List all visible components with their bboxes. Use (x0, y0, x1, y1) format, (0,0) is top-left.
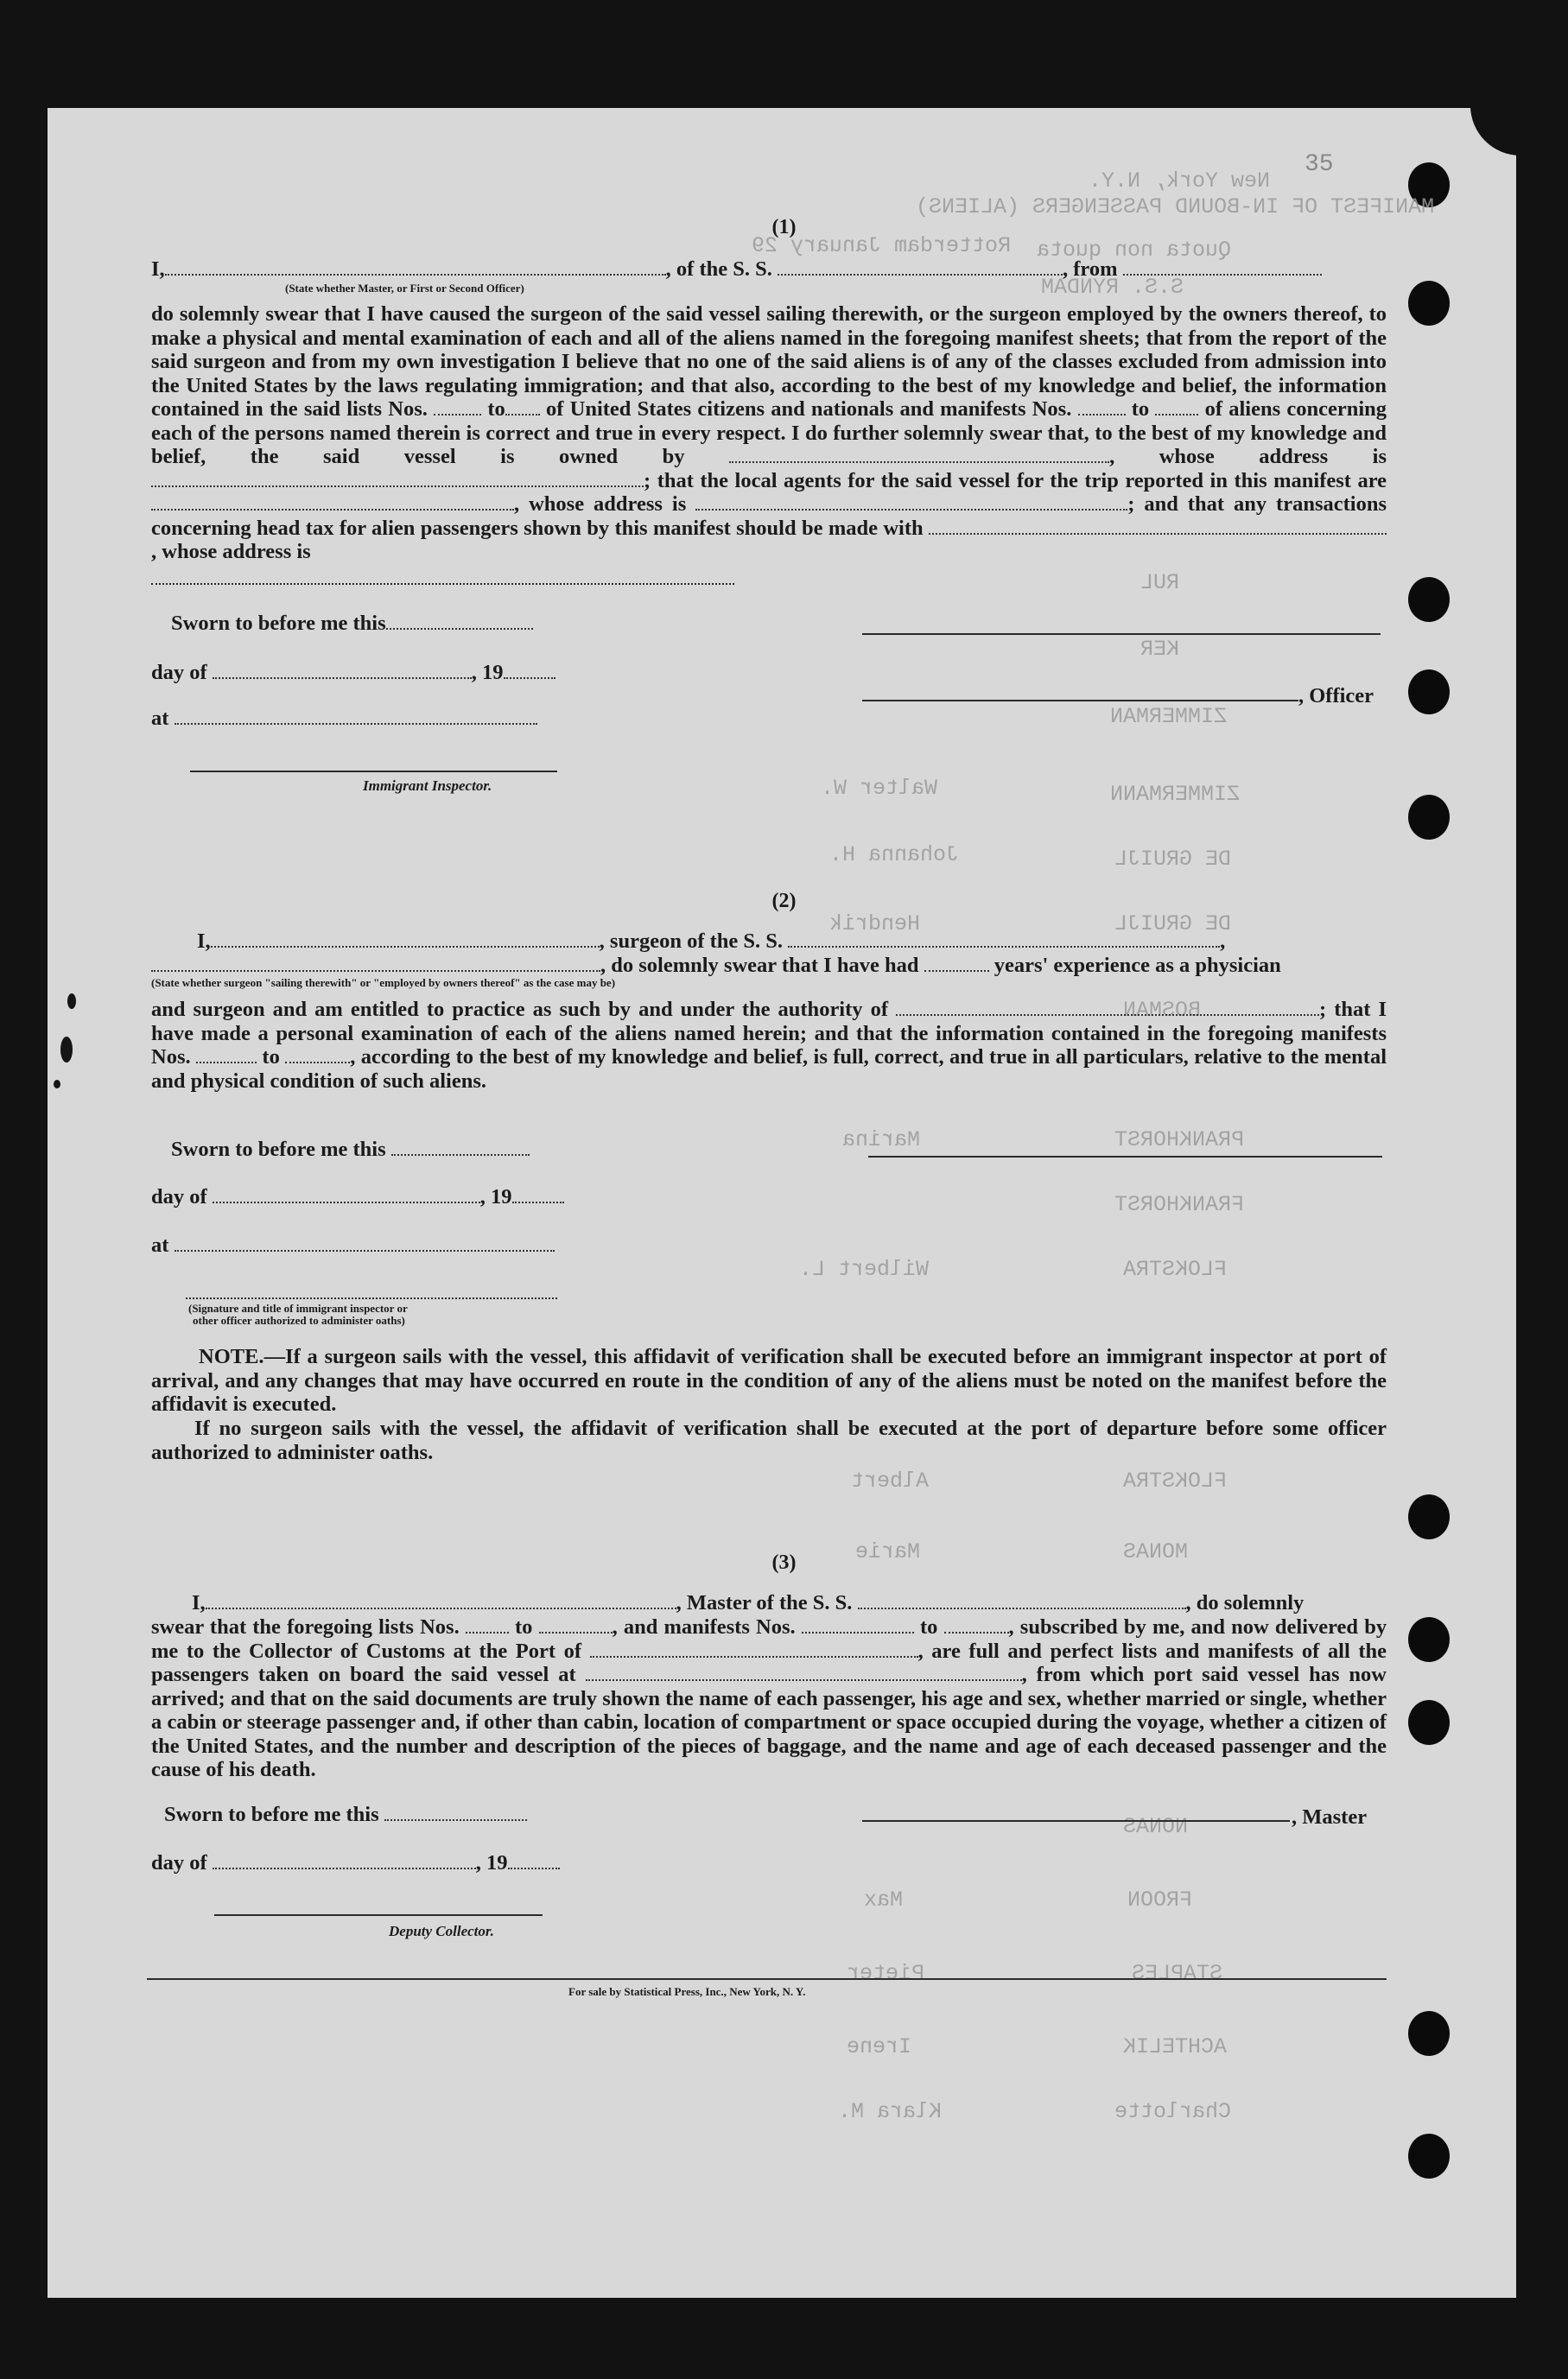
manifest-from-field[interactable] (802, 1616, 914, 1634)
label-to: to (515, 1615, 533, 1639)
bleed-through-text: FLOKSTRA (1123, 1469, 1228, 1494)
section-1-of-aliens: of aliens concerning each of the persons named therein is correct and true in every respect. I do further solemnly swear that, to the best of my knowledge and belief, the said vessel is owned by (151, 397, 1387, 468)
section-1-sworn (171, 612, 1406, 636)
punch-hole (1408, 281, 1450, 326)
section-3-manifests-of: manifests of all the passengers taken on board the said vessel at (151, 1639, 1387, 1686)
agents-address-field[interactable] (695, 493, 1127, 511)
label-at: at (151, 1234, 169, 1257)
manifest-from-field[interactable] (196, 1046, 257, 1063)
section-3-swear: swear that the foregoing lists Nos. (151, 1615, 460, 1639)
head-tax-party-field[interactable] (929, 517, 1387, 535)
place-field[interactable] (175, 1234, 555, 1252)
section-1-day-of (151, 661, 1387, 685)
note-text: —If a surgeon sails with the vessel, this affidavit of verification shall be executed before an immigrant inspector at port of arrival, and any changes that may have occurred en route in the condition of any of the aliens must be noted on the manifest before the affidavit is executed. (151, 1345, 1387, 1416)
manifest-to-field[interactable] (285, 1046, 350, 1063)
list-to-field[interactable] (505, 398, 540, 416)
label-year: , 19 (475, 1851, 508, 1875)
bleed-through-text: FROON (1127, 1887, 1193, 1913)
label-i: I, (197, 929, 211, 953)
punch-hole (1408, 2134, 1450, 2179)
section-1-caption: (State whether Master, or First or Second Officer) (285, 282, 524, 295)
manifest-from-field[interactable] (1078, 398, 1126, 416)
inspector-signature-line (186, 1297, 557, 1299)
punct: , (514, 492, 520, 516)
bleed-through-text: Irene (847, 2034, 912, 2059)
section-2-sworn (171, 1138, 1406, 1162)
section-3-and-manifests: , and manifests Nos. (612, 1615, 796, 1639)
master-name-field[interactable] (206, 1592, 676, 1609)
bleed-through-text: NONAS (1123, 1814, 1189, 1839)
port-field[interactable] (590, 1640, 918, 1658)
label-surgeon-of: , surgeon of the S. S. (599, 929, 784, 953)
years-field[interactable] (924, 955, 989, 972)
bleed-through-text: ZIMMERMANN (1110, 782, 1241, 807)
ink-smudge (60, 1037, 73, 1063)
section-2-note-2 (151, 1417, 1387, 1464)
section-2-all-particulars: all particulars, relative to the mental and physical condition of such aliens. (151, 1045, 1387, 1093)
ink-smudge (67, 993, 76, 1009)
bleed-through-text: Quota non quota (1037, 238, 1232, 263)
section-2-line-2 (151, 954, 1387, 978)
inspector-caption: Immigrant Inspector. (363, 777, 492, 794)
section-2-according: , according to the best of my knowledge and belief, is full, correct, and true in (350, 1045, 1051, 1069)
list-from-field[interactable] (466, 1616, 509, 1634)
officer-name-field[interactable] (165, 258, 666, 276)
vessel-name-field[interactable] (778, 258, 1063, 276)
note-text-2: If no surgeon sails with the vessel, the affidavit of verification shall be executed at the port of departure before some officer authorized to administer oaths. (151, 1417, 1387, 1464)
year-field[interactable] (504, 662, 555, 679)
label-to: to (919, 1615, 938, 1639)
section-2-caption: (State whether surgeon "sailing therewith" or "employed by owners thereof" as the case may be) (151, 976, 616, 989)
label-sworn: Sworn to before me this (171, 1138, 386, 1161)
punch-hole (1408, 1494, 1450, 1539)
section-1-passengers: passengers shown by this manifest should be made with (420, 516, 924, 540)
section-3-line-1 (192, 1591, 1427, 1615)
agents-field[interactable] (151, 493, 514, 511)
label-do-solemnly: , do solemnly swear that I have had (600, 954, 919, 977)
section-1-head-tax: ; and that any transactions concerning head tax for alien (151, 492, 1387, 540)
label-to: to (487, 397, 505, 421)
bleed-through-text: Pieter (847, 1961, 925, 1986)
label-day-of: day of (151, 661, 207, 684)
bleed-through-text: Wilbert L. (799, 1257, 930, 1282)
manifest-to-field[interactable] (944, 1616, 1009, 1634)
label-day-of: day of (151, 1851, 207, 1875)
section-3-delivered: delivered by me to the Collector of Customs at the Port of (151, 1615, 1387, 1663)
label-to: to (262, 1045, 280, 1069)
label-of-the-ss: , of the S. S. (665, 257, 772, 281)
sworn-date-field[interactable] (384, 1804, 527, 1821)
master-signature-line (862, 1820, 1290, 1822)
authority-field[interactable] (896, 999, 1319, 1016)
punch-hole (1408, 795, 1450, 840)
label-from: , from (1063, 257, 1118, 281)
officer-signature-line-1 (862, 633, 1381, 635)
label-sworn: Sworn to before me this (164, 1803, 379, 1826)
bleed-through-text: FLOKSTRA (1123, 1257, 1228, 1282)
label-i: I, (192, 1591, 206, 1615)
section-2-line-1: I, , surgeon of the S. S. , (197, 929, 1226, 953)
section-2-at (151, 1234, 1387, 1258)
section-3-body-text: port said vessel has now arrived; and that on the said documents are truly shown the name of each passenger, his age and sex, whether married or single, whether a cabin or steerage passenger and, if other than cabin, location of compartment or space occupied during the voyage, whether a citizen of the United States, and the number and description of the pieces of baggage, and the name and age of each deceased passenger and the cause of his death. (151, 1663, 1387, 1781)
owner-address-field[interactable] (151, 470, 644, 487)
section-2-foregoing: foregoing manifests Nos. (151, 1021, 1387, 1069)
bleed-through-text: ACHTELIK (1123, 2034, 1228, 2059)
sworn-date-field[interactable] (386, 612, 533, 630)
section-3-body (151, 1615, 1387, 1782)
section-2-sig-caption-1: (Signature and title of immigrant inspector or (188, 1302, 408, 1315)
label-whose-address: , whose address is (1109, 445, 1387, 468)
inspector-signature-line (190, 771, 557, 772)
label-whose-address: whose address is (529, 492, 687, 516)
ink-smudge (54, 1080, 60, 1088)
label-to: to (1131, 397, 1150, 421)
section-1-body-text: do solemnly swear that I have caused the surgeon of the said vessel sailing therewith, or the surgeon employed by the owners thereof, to make a physical and mental examination of each and all of the aliens named in the foregoing manifest sheets; that from the report of the said surgeon and from my own investigation I believe that no one of the said aliens is of any of the classes excluded from admission into the United States by the laws regulating immigration; and that also, according to the best of my knowledge and belief, the information contained in the said lists Nos. (151, 302, 1387, 421)
label-do-solemnly: , do solemnly (1185, 1591, 1305, 1615)
section-2-note (151, 1345, 1387, 1417)
section-2-number: (2) (771, 890, 797, 912)
collector-caption: Deputy Collector. (389, 1923, 494, 1939)
sworn-date-field[interactable] (391, 1139, 530, 1156)
punch-hole (1408, 2011, 1450, 2056)
collector-signature-line (214, 1914, 543, 1916)
label-years: years' experience as a physician (993, 954, 1281, 977)
label-master-of: , Master of the S. S. (676, 1591, 853, 1615)
vessel-name-field[interactable] (858, 1592, 1186, 1609)
bleed-through-text: ZIMMERMAN (1110, 704, 1228, 729)
section-3-number: (3) (771, 1551, 797, 1574)
section-2-sig-caption-2: other officer authorized to administer oaths) (193, 1314, 405, 1327)
month-field[interactable] (213, 1852, 476, 1869)
section-1-at (151, 707, 1387, 731)
surgeon-signature-line (868, 1156, 1382, 1158)
year-field[interactable] (512, 1186, 564, 1203)
label-year: , 19 (479, 1185, 512, 1209)
section-2-body-text: that I have made a personal examination of each of the aliens named herein; and that the information contained in the (151, 998, 1387, 1045)
bleed-through-text: STAPLES (1132, 1961, 1223, 1986)
bleed-through-text: PRANKHORST (1114, 1127, 1245, 1152)
punch-hole (1408, 1617, 1450, 1662)
bleed-through-text: Walter W. (821, 776, 938, 801)
punct: ; (644, 468, 651, 492)
list-to-field[interactable] (539, 1616, 613, 1634)
section-1-line-1 (151, 257, 1387, 282)
bleed-through-text: Johanna H. (829, 842, 960, 867)
manifest-to-field[interactable] (1155, 398, 1198, 416)
officer-signature-line-2 (862, 700, 1298, 701)
bleed-through-text: Marina (842, 1127, 921, 1152)
bleed-through-text: MONAS (1123, 1539, 1189, 1564)
place-field[interactable] (175, 707, 537, 725)
bleed-through-text: MANIFEST OF IN-BOUND PASSENGERS (ALIENS) (916, 194, 1435, 219)
bleed-through-text: Rotterdam January 29 (752, 233, 1012, 258)
embark-port-field[interactable] (586, 1664, 1022, 1681)
label-at: at (151, 707, 169, 730)
punch-hole (1408, 1700, 1450, 1745)
bleed-through-text: RUL (1140, 570, 1180, 595)
month-field[interactable] (213, 1186, 480, 1203)
punch-hole (1408, 577, 1450, 622)
bleed-through-text: New York, N.Y. (1089, 168, 1271, 193)
footer-rule (147, 1978, 1387, 1980)
section-3-subscribed: , subscribed by me, and now (1008, 1615, 1269, 1639)
bleed-through-text: KER (1140, 637, 1180, 662)
bleed-through-text: Marie (855, 1539, 921, 1564)
note-label: NOTE. (199, 1345, 264, 1368)
label-day-of: day of (151, 1185, 207, 1209)
section-2-day-of (151, 1185, 1387, 1209)
address-continuation-line (151, 583, 734, 585)
vessel-name-field[interactable] (788, 930, 1220, 948)
section-3-from-which: , from which (1021, 1663, 1145, 1686)
section-3-full-perfect: , are full and perfect lists and (917, 1639, 1200, 1663)
section-1-body (151, 302, 1387, 564)
bleed-through-text: BOSMAN (1123, 998, 1202, 1023)
bleed-through-text: Hendrik (829, 911, 921, 936)
bleed-through-text: DE GRUIJL (1114, 847, 1232, 872)
bleed-through-text: DE GRUIJL (1114, 911, 1232, 936)
bleed-through-text: S.S. RYNDAM (1041, 275, 1184, 300)
bleed-through-text: Albert (851, 1469, 930, 1494)
master-label: , Master (1292, 1805, 1368, 1829)
section-1-local-agents: that the local agents for the said vessel for the trip reported in this manifest are (657, 468, 1387, 492)
punct: ; (1319, 998, 1327, 1021)
page-number: 35 (1305, 151, 1334, 178)
year-field[interactable] (508, 1852, 560, 1869)
section-3-day-of (151, 1851, 1387, 1875)
label-year: , 19 (471, 661, 504, 684)
list-from-field[interactable] (434, 398, 481, 416)
surgeon-name-field[interactable] (211, 930, 600, 948)
bleed-through-text: FRANKHORST (1114, 1192, 1245, 1217)
section-2-authority: and surgeon and am entitled to practice as such by and under the authority of (151, 998, 888, 1021)
label-sworn: Sworn to before me this (171, 612, 386, 635)
officer-label: , Officer (1298, 684, 1374, 707)
surgeon-status-field[interactable] (151, 955, 600, 972)
month-field[interactable] (213, 662, 472, 679)
port-from-field[interactable] (1123, 258, 1322, 276)
section-3-sworn (164, 1803, 1400, 1827)
section-1-body-mid: of United States citizens and nationals and manifests Nos. (546, 397, 1072, 421)
footer-publisher: For sale by Statistical Press, Inc., New York, N. Y. (568, 1985, 806, 1998)
bleed-through-text: Klara M. (838, 2099, 943, 2124)
punch-hole (1408, 669, 1450, 714)
bleed-through-text: Charlotte (1114, 2099, 1232, 2124)
label-i: I, (151, 257, 165, 281)
label-whose-address: , whose address is (151, 540, 311, 563)
section-1-number: (1) (771, 216, 797, 238)
bleed-through-text: Max (864, 1887, 904, 1913)
section-2-body (151, 998, 1387, 1093)
owner-field[interactable] (729, 446, 1109, 463)
